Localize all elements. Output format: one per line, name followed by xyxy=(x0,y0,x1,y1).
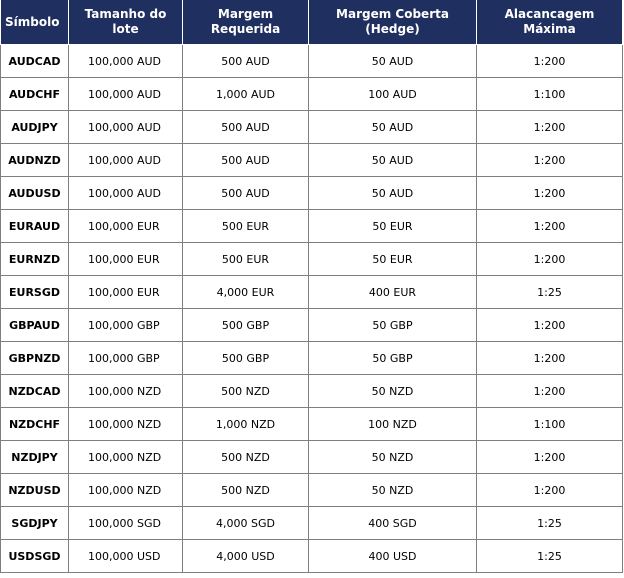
cell-lot-size: 100,000 NZD xyxy=(69,408,183,441)
cell-hedged-margin: 400 SGD xyxy=(309,507,477,540)
column-header-lot-size xyxy=(69,0,183,45)
cell-hedged-margin: 50 AUD xyxy=(309,177,477,210)
cell-lot-size: 100,000 SGD xyxy=(69,507,183,540)
cell-hedged-margin: 50 AUD xyxy=(309,45,477,78)
cell-lot-size: 100,000 EUR xyxy=(69,243,183,276)
cell-lot-size: 100,000 AUD xyxy=(69,78,183,111)
table-row xyxy=(1,177,623,210)
table-row xyxy=(1,243,623,276)
column-header-required-margin xyxy=(183,0,309,45)
cell-hedged-margin: 50 NZD xyxy=(309,474,477,507)
cell-lot-size: 100,000 NZD xyxy=(69,375,183,408)
cell-max-leverage: 1:200 xyxy=(477,45,623,78)
table-header xyxy=(1,0,623,45)
cell-required-margin: 4,000 USD xyxy=(183,540,309,573)
cell-required-margin: 4,000 SGD xyxy=(183,507,309,540)
cell-required-margin: 1,000 AUD xyxy=(183,78,309,111)
cell-max-leverage: 1:200 xyxy=(477,111,623,144)
column-header-symbol xyxy=(1,0,69,45)
cell-required-margin: 500 AUD xyxy=(183,45,309,78)
cell-hedged-margin: 400 EUR xyxy=(309,276,477,309)
column-header-max-leverage-line-1: Alacancagem xyxy=(504,7,595,21)
cell-symbol: NZDCAD xyxy=(1,375,69,408)
cell-lot-size: 100,000 GBP xyxy=(69,309,183,342)
column-header-max-leverage-line-2: Máxima xyxy=(523,22,576,36)
column-header-hedged-margin xyxy=(309,0,477,45)
cell-symbol: AUDCAD xyxy=(1,45,69,78)
cell-symbol: SGDJPY xyxy=(1,507,69,540)
cell-max-leverage: 1:25 xyxy=(477,540,623,573)
cell-max-leverage: 1:200 xyxy=(477,342,623,375)
column-header-hedged-margin-line-2: (Hedge) xyxy=(365,22,420,36)
cell-symbol: GBPNZD xyxy=(1,342,69,375)
table-row xyxy=(1,441,623,474)
column-header-symbol-label: Símbolo xyxy=(5,14,60,29)
cell-max-leverage: 1:200 xyxy=(477,375,623,408)
cell-symbol: EURAUD xyxy=(1,210,69,243)
table-row xyxy=(1,540,623,573)
cell-lot-size: 100,000 AUD xyxy=(69,177,183,210)
cell-required-margin: 1,000 NZD xyxy=(183,408,309,441)
header-row xyxy=(1,0,623,45)
cell-lot-size: 100,000 EUR xyxy=(69,210,183,243)
cell-symbol: AUDCHF xyxy=(1,78,69,111)
cell-max-leverage: 1:200 xyxy=(477,210,623,243)
cell-required-margin: 500 NZD xyxy=(183,441,309,474)
cell-lot-size: 100,000 EUR xyxy=(69,276,183,309)
cell-max-leverage: 1:200 xyxy=(477,309,623,342)
cell-symbol: NZDJPY xyxy=(1,441,69,474)
cell-hedged-margin: 50 GBP xyxy=(309,342,477,375)
cell-required-margin: 500 AUD xyxy=(183,177,309,210)
table-row xyxy=(1,210,623,243)
table-row xyxy=(1,111,623,144)
cell-lot-size: 100,000 GBP xyxy=(69,342,183,375)
cell-symbol: NZDCHF xyxy=(1,408,69,441)
cell-hedged-margin: 50 AUD xyxy=(309,144,477,177)
table-body xyxy=(1,45,623,573)
cell-max-leverage: 1:200 xyxy=(477,441,623,474)
cell-required-margin: 500 NZD xyxy=(183,474,309,507)
cell-required-margin: 500 EUR xyxy=(183,243,309,276)
table-row xyxy=(1,375,623,408)
cell-hedged-margin: 100 NZD xyxy=(309,408,477,441)
table-row xyxy=(1,309,623,342)
column-header-required-margin-line-1: Margem xyxy=(217,7,274,21)
cell-max-leverage: 1:200 xyxy=(477,474,623,507)
table-row xyxy=(1,78,623,111)
cell-symbol: AUDJPY xyxy=(1,111,69,144)
cell-lot-size: 100,000 USD xyxy=(69,540,183,573)
cell-symbol: NZDUSD xyxy=(1,474,69,507)
cell-hedged-margin: 50 NZD xyxy=(309,441,477,474)
cell-lot-size: 100,000 AUD xyxy=(69,111,183,144)
cell-symbol: AUDUSD xyxy=(1,177,69,210)
cell-required-margin: 500 GBP xyxy=(183,342,309,375)
cell-hedged-margin: 50 AUD xyxy=(309,111,477,144)
cell-symbol: AUDNZD xyxy=(1,144,69,177)
column-header-required-margin-line-2: Requerida xyxy=(210,22,281,36)
cell-hedged-margin: 100 AUD xyxy=(309,78,477,111)
column-header-hedged-margin-line-1: Margem Coberta xyxy=(336,7,449,21)
cell-required-margin: 500 GBP xyxy=(183,309,309,342)
table-row xyxy=(1,45,623,78)
table-row xyxy=(1,507,623,540)
cell-required-margin: 500 NZD xyxy=(183,375,309,408)
cell-symbol: EURNZD xyxy=(1,243,69,276)
cell-lot-size: 100,000 NZD xyxy=(69,441,183,474)
cell-hedged-margin: 50 GBP xyxy=(309,309,477,342)
cell-required-margin: 500 EUR xyxy=(183,210,309,243)
cell-symbol: GBPAUD xyxy=(1,309,69,342)
table-row xyxy=(1,144,623,177)
cell-required-margin: 500 AUD xyxy=(183,111,309,144)
cell-symbol: USDSGD xyxy=(1,540,69,573)
cell-symbol: EURSGD xyxy=(1,276,69,309)
cell-lot-size: 100,000 AUD xyxy=(69,45,183,78)
cell-hedged-margin: 50 EUR xyxy=(309,210,477,243)
cell-max-leverage: 1:100 xyxy=(477,408,623,441)
cell-max-leverage: 1:25 xyxy=(477,276,623,309)
cell-required-margin: 4,000 EUR xyxy=(183,276,309,309)
cell-max-leverage: 1:200 xyxy=(477,144,623,177)
table-row xyxy=(1,342,623,375)
cell-lot-size: 100,000 NZD xyxy=(69,474,183,507)
table-row xyxy=(1,276,623,309)
column-header-max-leverage xyxy=(477,0,623,45)
cell-required-margin: 500 AUD xyxy=(183,144,309,177)
table-row xyxy=(1,408,623,441)
cell-hedged-margin: 50 NZD xyxy=(309,375,477,408)
table-row xyxy=(1,474,623,507)
cell-lot-size: 100,000 AUD xyxy=(69,144,183,177)
cell-max-leverage: 1:200 xyxy=(477,177,623,210)
cell-max-leverage: 1:200 xyxy=(477,243,623,276)
cell-max-leverage: 1:100 xyxy=(477,78,623,111)
cell-hedged-margin: 50 EUR xyxy=(309,243,477,276)
column-header-lot-size-label: Tamanho do lote xyxy=(84,7,167,36)
cell-hedged-margin: 400 USD xyxy=(309,540,477,573)
cell-max-leverage: 1:25 xyxy=(477,507,623,540)
